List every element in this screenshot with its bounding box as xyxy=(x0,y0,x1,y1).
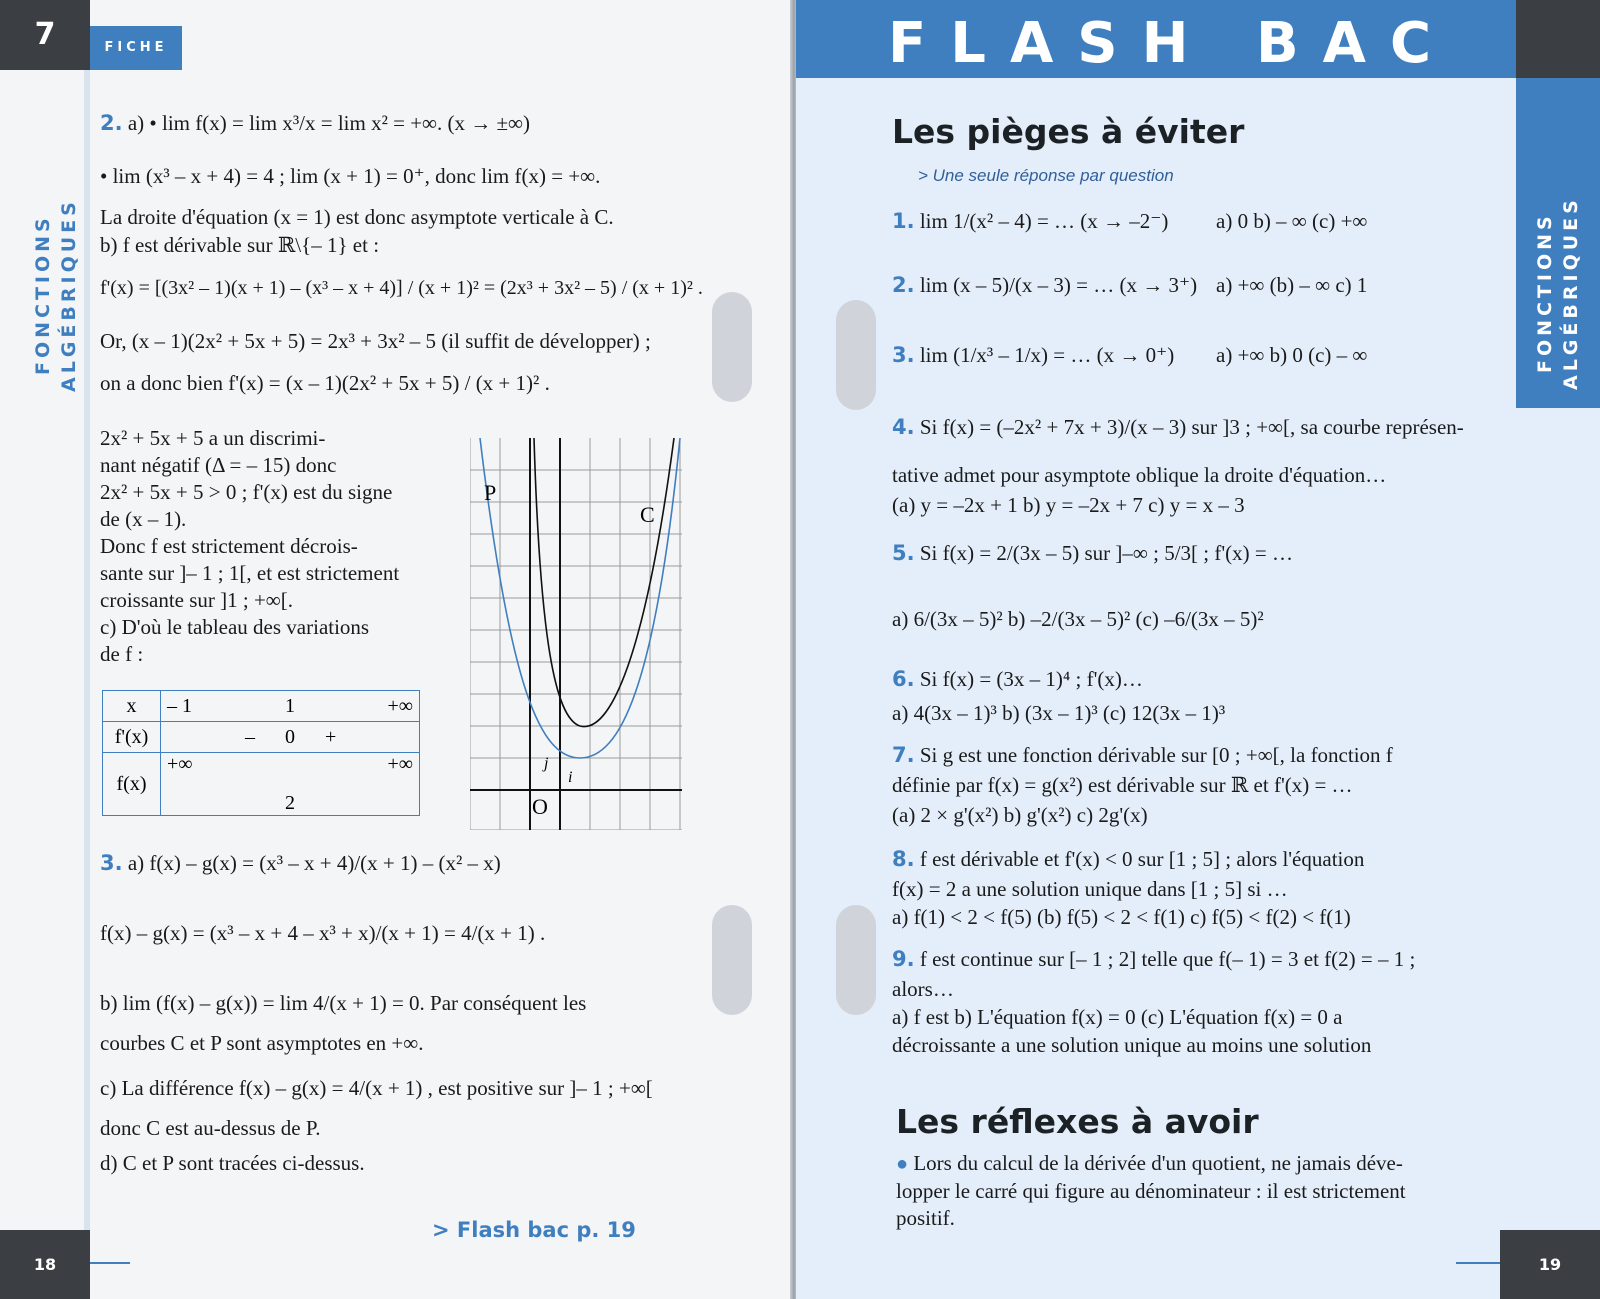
question-8: 8. f est dérivable et f'(x) < 0 sur [1 ; 5] ; alors l'équation xyxy=(892,847,1365,871)
narrow-text-block: 2x² + 5x + 5 a un discrimi- nant négatif (Δ = – 15) donc 2x² + 5x + 5 > 0 ; f'(x) est du signe de (x – 1). Donc f est strictement décrois- sante sur ]– 1 ; 1[, et est strictement croissante sur ]1 ; +∞[. c) D'où le tableau des variations de f : xyxy=(100,426,400,666)
right-page xyxy=(796,0,1600,1299)
right-corner-tab xyxy=(1516,0,1600,78)
page-hole-top xyxy=(712,292,752,402)
question-1-answers: a) 0 b) – ∞ (c) +∞ xyxy=(1216,209,1368,233)
bullet-icon: ● xyxy=(896,1153,909,1175)
solution-3-line-4: courbes C et P sont asymptotes en +∞. xyxy=(100,1031,424,1055)
left-side-stripe xyxy=(84,70,90,1230)
graph-label-i: i xyxy=(568,769,573,786)
question-5-answers: a) 6/(3x – 5)² b) –2/(3x – 5)² (c) –6/(3x – 5)² xyxy=(892,607,1264,631)
flash-bac-link[interactable]: > Flash bac p. 19 xyxy=(432,1218,636,1242)
solution-2-line-3: La droite d'équation (x = 1) est donc asymptote verticale à C. xyxy=(100,205,614,229)
vt-f-label: f(x) xyxy=(103,753,161,816)
solution-2-line-7: on a donc bien f'(x) = (x – 1)(2x² + 5x + 5) / (x + 1)² . xyxy=(100,371,550,395)
right-side-tab-text: FONCTIONS ALGÉBRIQUES xyxy=(1534,196,1582,390)
question-4-line-2: tative admet pour asymptote oblique la droite d'équation… xyxy=(892,463,1387,487)
graph-label-j: j xyxy=(544,755,549,772)
question-6-answers: a) 4(3x – 1)³ b) (3x – 1)³ (c) 12(3x – 1)³ xyxy=(892,701,1226,725)
section-pieges-subtitle: > Une seule réponse par question xyxy=(918,166,1174,185)
question-9: 9. f est continue sur [– 1 ; 2] telle que f(– 1) = 3 et f(2) = – 1 ; xyxy=(892,947,1416,971)
solution-3-line-2: f(x) – g(x) = (x³ – x + 4 – x³ + x)/(x + 1) = 4/(x + 1) . xyxy=(100,921,546,945)
left-page-number: 18 xyxy=(33,1255,57,1274)
right-footer-rule xyxy=(1456,1262,1500,1264)
question-2: 2. lim (x – 5)/(x – 3) = … (x → 3⁺) xyxy=(892,273,1198,297)
question-7-answers: (a) 2 × g'(x²) b) g'(x²) c) 2g'(x) xyxy=(892,803,1148,827)
question-7: 7. Si g est une fonction dérivable sur [0 ; +∞[, la fonction f xyxy=(892,743,1393,767)
fiche-label-tab xyxy=(90,26,182,70)
right-page-number-tab xyxy=(1500,1230,1600,1299)
vt-fprime-label: f'(x) xyxy=(103,722,161,753)
solution-3-line-1: 3. a) f(x) – g(x) = (x³ – x + 4)/(x + 1) – (x² – x) xyxy=(100,851,501,875)
solution-3-line-3: b) lim (f(x) – g(x)) = lim 4/(x + 1) = 0. Par conséquent les xyxy=(100,991,587,1015)
graph-label-p: P xyxy=(484,480,497,505)
left-page-number-tab xyxy=(0,1230,90,1299)
left-side-tab-text: FONCTIONS ALGÉBRIQUES xyxy=(32,198,80,392)
question-7-line-2: définie par f(x) = g(x²) est dérivable sur ℝ et f'(x) = … xyxy=(892,773,1353,797)
solution-2-line-1: 2. a) • lim f(x) = lim x³/x = lim x² = +∞. (x → ±∞) xyxy=(100,111,531,135)
graph-label-c: C xyxy=(640,502,655,527)
fiche-number-tab xyxy=(0,0,90,70)
question-2-answers: a) +∞ (b) – ∞ c) 1 xyxy=(1216,273,1368,297)
solution-2-line-5: f'(x) = [(3x² – 1)(x + 1) – (x³ – x + 4)] / (x + 1)² = (2x³ + 3x² – 5) / (x + 1)² . xyxy=(100,277,703,299)
solution-2-line-6: Or, (x – 1)(2x² + 5x + 5) = 2x³ + 3x² – 5 (il suffit de développer) ; xyxy=(100,329,651,353)
left-side-tab xyxy=(0,70,90,410)
solution-2-line-4: b) f est dérivable sur ℝ\{– 1} et : xyxy=(100,233,380,257)
section-pieges-title: Les pièges à éviter xyxy=(892,112,1245,151)
solution-2-line-2: • lim (x³ – x + 4) = 4 ; lim (x + 1) = 0⁺, donc lim f(x) = +∞. xyxy=(100,164,601,188)
reflex-block: ● Lors du calcul de la dérivée d'un quotient, ne jamais déve- lopper le carré qui figure au dénominateur : il est strictement positif. xyxy=(896,1151,1406,1230)
solution-3-line-7: d) C et P sont tracées ci-dessus. xyxy=(100,1151,365,1175)
left-page xyxy=(0,0,792,1299)
right-side-tab xyxy=(1516,78,1600,408)
fiche-number: 7 xyxy=(34,17,56,52)
question-9-line-2: alors… xyxy=(892,977,954,1001)
right-page-hole-bottom xyxy=(836,905,876,1015)
page-hole-bottom xyxy=(712,905,752,1015)
flash-bac-title: FLASH BAC xyxy=(888,11,1456,76)
question-1: 1. lim 1/(x² – 4) = … (x → –2⁻) xyxy=(892,209,1169,233)
question-8-line-2: f(x) = 2 a une solution unique dans [1 ; 5] si … xyxy=(892,877,1288,901)
fiche-label: FICHE xyxy=(104,40,168,55)
flash-bac-banner xyxy=(796,0,1516,78)
question-3-answers: a) +∞ b) 0 (c) – ∞ xyxy=(1216,343,1368,367)
graph-c-p xyxy=(470,438,682,830)
left-footer-rule xyxy=(90,1262,130,1264)
question-4: 4. Si f(x) = (–2x² + 7x + 3)/(x – 3) sur ]3 ; +∞[, sa courbe représen- xyxy=(892,415,1464,439)
question-9-answers-line-2: décroissante a une solution unique au moins une solution xyxy=(892,1033,1372,1057)
solution-3-line-6: donc C est au-dessus de P. xyxy=(100,1116,321,1140)
solution-3-line-5: c) La différence f(x) – g(x) = 4/(x + 1) , est positive sur ]– 1 ; +∞[ xyxy=(100,1076,653,1100)
question-6: 6. Si f(x) = (3x – 1)⁴ ; f'(x)… xyxy=(892,667,1143,691)
right-page-hole-top xyxy=(836,300,876,410)
question-9-answers-line-1: a) f est b) L'équation f(x) = 0 (c) L'équation f(x) = 0 a xyxy=(892,1005,1343,1029)
variations-table: x – 1 1 +∞ f'(x) – 0 + f(x) +∞ 2 +∞ xyxy=(102,690,420,816)
graph-label-o: O xyxy=(532,794,548,819)
section-reflexes-title: Les réflexes à avoir xyxy=(896,1102,1259,1141)
question-5: 5. Si f(x) = 2/(3x – 5) sur ]–∞ ; 5/3[ ; f'(x) = … xyxy=(892,541,1293,565)
vt-x-label: x xyxy=(103,691,161,722)
right-page-number: 19 xyxy=(1538,1255,1562,1274)
question-8-answers: a) f(1) < 2 < f(5) (b) f(5) < 2 < f(1) c) f(5) < f(2) < f(1) xyxy=(892,905,1351,929)
question-3: 3. lim (1/x³ – 1/x) = … (x → 0⁺) xyxy=(892,343,1175,367)
question-4-answers: (a) y = –2x + 1 b) y = –2x + 7 c) y = x – 3 xyxy=(892,493,1245,517)
